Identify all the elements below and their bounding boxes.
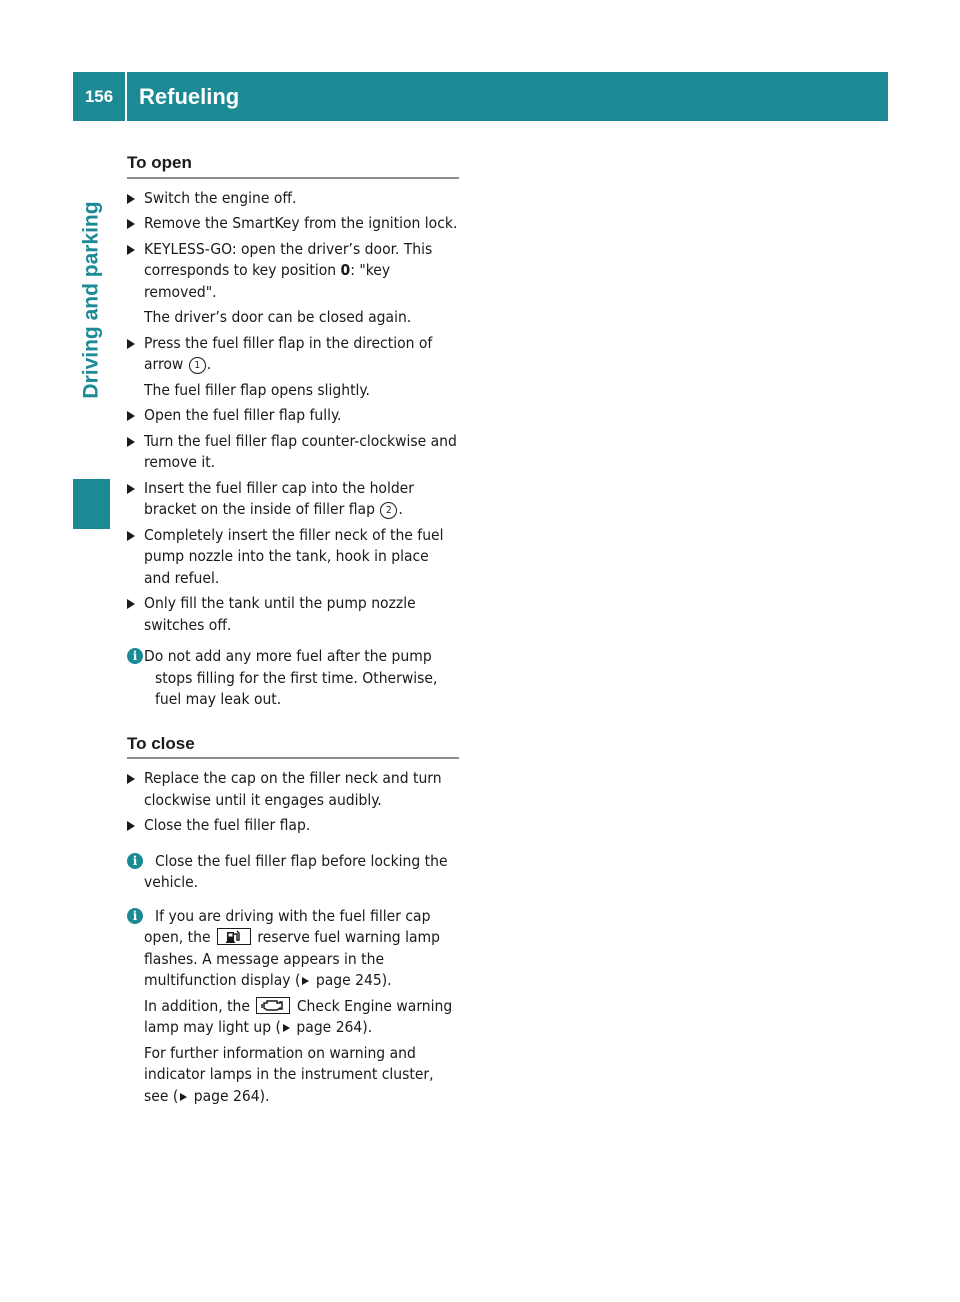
info-note: i If you are driving with the fuel filler cap open, the reserve fuel warning lamp flashes. A message appears in the multifunction display ( page 245). In addition, the Check Engine warning lamp may light up ( page 264). For further information on warning and indicator lamps in the instrument cluster, see ( page 264). (127, 906, 459, 1108)
step-item: Close the fuel filler flap. (127, 815, 459, 837)
step-item: Only fill the tank until the pump nozzle switches off. (127, 593, 459, 636)
step-result: The fuel filler flap opens slightly. (144, 380, 370, 399)
info-note: i Do not add any more fuel after the pump stops filling for the first time. Otherwise, fuel may leak out. (127, 646, 459, 711)
section-heading-to-open: To open (127, 152, 459, 179)
step-item: Remove the SmartKey from the ignition lock. (127, 213, 459, 235)
check-engine-lamp-icon (256, 997, 290, 1014)
step-result: The driver’s door can be closed again. (144, 308, 412, 326)
step-arrow-icon (127, 245, 135, 255)
step-arrow-icon (127, 411, 135, 421)
step-item: Replace the cap on the filler neck and turn clockwise until it engages audibly. (127, 768, 459, 811)
step-item: Insert the fuel filler cap into the holder bracket on the inside of filler flap 2 . (127, 478, 459, 521)
step-item: Turn the fuel filler flap counter-clockwise and remove it. (127, 431, 459, 474)
page-number: 156 (84, 86, 114, 106)
info-icon: i (127, 648, 143, 664)
circled-number-icon: 1 (189, 357, 206, 374)
page-reference-icon (283, 1024, 290, 1032)
step-arrow-icon (127, 194, 135, 204)
side-tab (73, 121, 110, 479)
step-arrow-icon (127, 484, 135, 494)
header-divider (125, 72, 127, 121)
info-icon: i (127, 908, 143, 924)
step-arrow-icon (127, 599, 135, 609)
info-icon: i (127, 853, 143, 869)
page-title: Refueling (139, 83, 240, 109)
key-position: 0 (340, 261, 351, 279)
step-arrow-icon (127, 219, 135, 229)
info-note: i Close the fuel filler flap before locking the vehicle. (127, 851, 459, 894)
step-arrow-icon (127, 774, 135, 784)
page-reference-icon (180, 1093, 187, 1101)
step-item: Open the fuel filler flap fully. (127, 405, 459, 427)
step-item: Completely insert the filler neck of the fuel pump nozzle into the tank, hook in place and refuel. (127, 525, 459, 590)
step-arrow-icon (127, 821, 135, 831)
step-item: Switch the engine off. (127, 188, 459, 210)
section-heading-to-close: To close (127, 733, 459, 760)
step-arrow-icon (127, 437, 135, 447)
step-arrow-icon (127, 531, 135, 541)
main-content (127, 152, 459, 1111)
fuel-pump-lamp-icon (217, 928, 251, 945)
page-reference-icon (302, 977, 309, 985)
circled-number-icon: 2 (380, 502, 397, 519)
step-item: KEYLESS-GO: open the driver’s door. This corresponds to key position 0: "key removed". The driver’s door can be closed again. (127, 239, 459, 329)
side-tab-block (73, 479, 110, 529)
step-item: Press the fuel filler flap in the direction of arrow 1 . The fuel filler flap opens slightly. (127, 333, 459, 402)
side-tab-label: Driving and parking (79, 201, 103, 399)
step-arrow-icon (127, 339, 135, 349)
